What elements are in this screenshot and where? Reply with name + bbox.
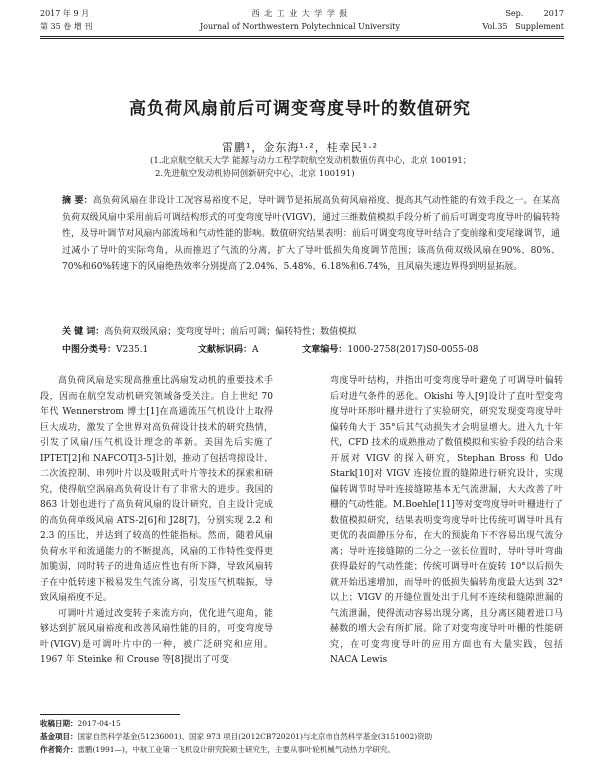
header-volume: 第 35 卷 增 刊 bbox=[40, 22, 93, 31]
article-number-label: 文章编号： bbox=[302, 345, 348, 355]
keywords bbox=[62, 326, 560, 339]
author-bio bbox=[40, 744, 564, 756]
body-paragraph: 高负荷风扇是实现高推重比涡扇发动机的重要技术手段，因而在航空发动机研究领域备受关注。自上世纪 70 年代 Wennerstrom 博士[1]在高通流压气机设计上取得巨大成功，激发了全世界对高负荷设计技术的研究热情，引发了风扇/压气机设计理念的革新。美国先后实施了 IPTET[2]和 NAFCOT[3-5]计划，推动了包括弯掠设计、二次流控制、串列叶片以及吸附式叶片等技术的探索和研究，使得航空涡扇高负荷设计有了非常大的进步。我国的 863 计划也进行了高负荷风扇的设计研究，自主设计完成的高负荷单级风扇 ATS-2[6]和 J28[7]，分别实现 2.2 和 2.3 的压比，并达到了较高的性能指标。然而，随着风扇负荷水平和流通能力的不断提高，风扇的工作特性变得更加脆弱，同时转子的进角适应性也有所下降，导致风扇转子在中低转速下极易发生气流分离，引发压气机喘振，导致风扇裕度不足。 bbox=[40, 376, 273, 603]
keywords-text: 高负荷双级风扇；变弯度导叶；前后可调；偏转特性；数值模拟 bbox=[104, 327, 357, 337]
doc-code-label: 文献标识码： bbox=[198, 345, 253, 355]
received-value: 2017-04-15 bbox=[77, 719, 121, 728]
journal-name-en: Journal of Northwestern Polytechnical University bbox=[199, 22, 401, 31]
fund-label: 基金项目： bbox=[40, 732, 78, 741]
abstract-text: 高负荷风扇在非设计工况容易裕度不足，导叶调节是拓展高负荷风扇裕度、提高其气动性能的有效手段之一。在某高负荷双级风扇中采用前后可调结构形式的可变弯度导叶(VIGV)，通过三维数值模拟手段分析了前后可调变弯度导叶的偏转特性，及导叶调节对风扇内部流场和气动性能的影响。数值研究结果表明：前后可调变弯度导叶结合了变前缘和变尾缘调节，通过减小了导叶的实际弯角，从而推迟了气流的分离，扩大了导叶低损失角度调节范围；该高负荷双级风扇在90%、80%、70%和60%转速下的风扇绝热效率分别提高了2.04%、5.48%、6.18%和6.74%，且风扇失速边界得到明显拓展。 bbox=[62, 196, 560, 272]
clc-label: 中图分类号： bbox=[62, 345, 117, 355]
doc-code-value: A bbox=[252, 345, 259, 355]
body-right-column bbox=[330, 374, 563, 669]
fund-value: 国家自然科学基金(51236001)、国家 973 项目(2012CB720201)与北京市自然科学基金(3151002)资助 bbox=[77, 732, 433, 741]
author-bio-value: 雷鹏(1991—)，中航工业第一飞机设计研究院硕士研究生，主要从事叶轮机械气动热力学研究。 bbox=[77, 745, 395, 754]
header-date: 2017 年 9 月 bbox=[40, 9, 90, 18]
header-rule-thin bbox=[40, 38, 564, 39]
author-list: 雷鹏¹，金东海¹·²，桂幸民¹·² bbox=[221, 141, 379, 154]
paper-title: 高负荷风扇前后可调变弯度导叶的数值研究 bbox=[129, 99, 471, 119]
footnote-rule bbox=[40, 714, 180, 715]
header-rule bbox=[40, 36, 564, 37]
affiliation-1: (1.北京航空航天大学 能源与动力工程学院航空发动机数值仿真中心，北京 100191； bbox=[150, 156, 472, 166]
abstract-label: 摘 要： bbox=[62, 196, 93, 206]
classification-line bbox=[62, 344, 562, 356]
abstract bbox=[62, 193, 560, 276]
keywords-label: 关 键 词： bbox=[62, 327, 105, 337]
body-paragraph: 弯度导叶结构，并指出可变弯度导叶避免了可调导叶偏转后对进气条件的恶化。Okishi 等人[9]设计了直叶型变弯度导叶环形叶栅并进行了实验研究，研究发现变弯度导叶偏转角大于 35°后其气动损失才会明显增大。进入九十年代，CFD 技术的成熟推动了数值模拟和实验手段的结合来开展对 VIGV 的探入研究，Stephan Bross 和 Udo Stark[10]对 VIGV 连接位置的缝隙进行研究设计，实现偏转调节时导叶连接缝隙基本无气流泄漏，大大改善了叶栅的气动性能。M.Boehle[11]等对变弯度导叶叶栅进行了数值模拟研究，结果表明变弯度导叶比传统可调导叶具有更优的表面静压分布，在大的预旋角下不容易出现气流分离；导叶连接缝隙的二分之一弦长位置时，导叶导叶弯曲获得最好的气动性能；传统可调导叶在旋转 10°以后损失就开始迅速增加，而导叶的低损失偏转角度最大达到 32°以上；VIGV 的开缝位置处出于几何不连续和缝隙泄漏的气流泄漏，使得流动容易出现分离，且分离区随着进口马赫数的增大会有所扩展。除了对变弯度导叶叶栅的性能研究，在可变弯度导叶的应用方面也有大量实践，包括 NACA Lewis bbox=[330, 376, 563, 665]
fund-info bbox=[40, 731, 564, 743]
received-label: 收稿日期： bbox=[40, 719, 78, 728]
journal-name-cn: 西 北 工 业 大 学 学 报 bbox=[251, 9, 349, 18]
article-number-value: 1000-2758(2017)S0-0055-08 bbox=[347, 345, 479, 355]
header-date-en: Sep. 2017 bbox=[505, 9, 564, 18]
header-volume-en: Vol.35 Supplement bbox=[482, 22, 564, 31]
received-date bbox=[40, 718, 564, 730]
body-left-column bbox=[40, 374, 273, 669]
author-bio-label: 作者简介： bbox=[40, 745, 78, 754]
affiliation-2: 2.先进航空发动机协同创新研究中心，北京 100191) bbox=[155, 169, 355, 179]
body-paragraph: 可调叶片通过改变转子来流方向，优化进气迎角，能够达到扩展风扇裕度和改善风扇性能的目的，可变弯度导叶(VIGV)是可调叶片中的一种，被广泛研究和应用。1967 年 Steinke 和 Crouse 等[8]提出了可变 bbox=[40, 608, 273, 665]
clc-value: V235.1 bbox=[116, 345, 149, 355]
